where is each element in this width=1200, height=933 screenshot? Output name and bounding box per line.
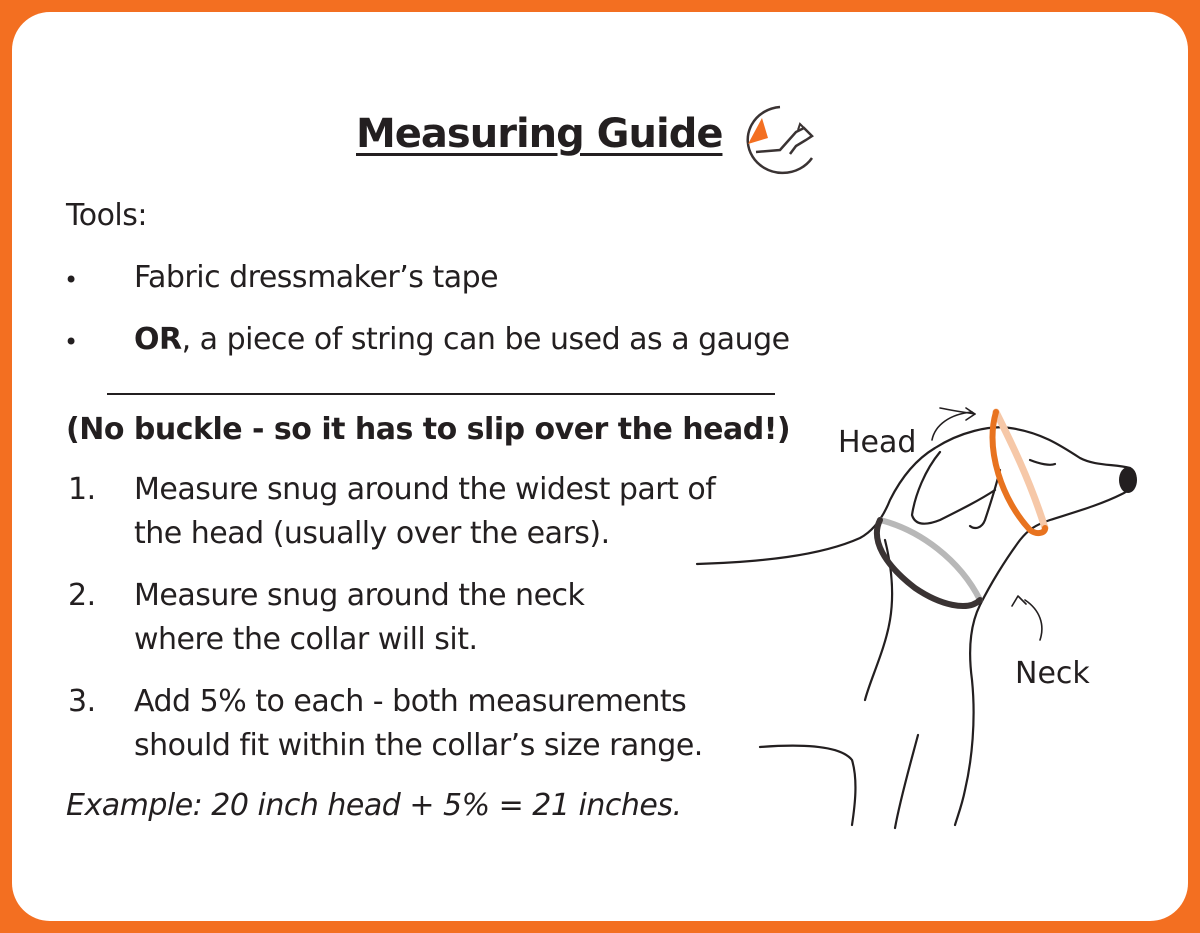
tool-item-1-text: Fabric dressmaker’s tape <box>134 260 499 295</box>
tool-item-2-text: , a piece of string can be used as a gauge <box>181 322 790 357</box>
example-text: Example: 20 inch head + 5% = 21 inches. <box>66 788 682 823</box>
dog-illustration <box>690 395 1150 835</box>
head-label: Head <box>838 425 917 460</box>
tool-item-2-bold: OR <box>134 322 182 357</box>
divider <box>107 393 775 395</box>
neck-label: Neck <box>1015 656 1090 691</box>
step-2-line-1: Measure snug around the neck <box>134 578 585 613</box>
step-2-number: 2. <box>68 578 96 613</box>
step-1-line-1: Measure snug around the widest part of <box>134 472 716 507</box>
bullet-1: • <box>64 266 79 294</box>
no-buckle-note: (No buckle - so it has to slip over the head!) <box>66 412 791 447</box>
step-3-number: 3. <box>68 684 96 719</box>
page-title: Measuring Guide <box>356 111 723 157</box>
step-3-line-2: should fit within the collar’s size range. <box>134 728 703 763</box>
tool-item-1 <box>134 260 498 295</box>
step-1-line-2: the head (usually over the ears). <box>134 516 610 551</box>
tool-item-2 <box>134 322 790 357</box>
bullet-2: • <box>64 328 79 356</box>
step-1-number: 1. <box>68 472 96 507</box>
tools-heading: Tools: <box>66 198 148 233</box>
step-3-line-1: Add 5% to each - both measurements <box>134 684 687 719</box>
brand-logo <box>734 102 822 176</box>
step-2-line-2: where the collar will sit. <box>134 622 478 657</box>
